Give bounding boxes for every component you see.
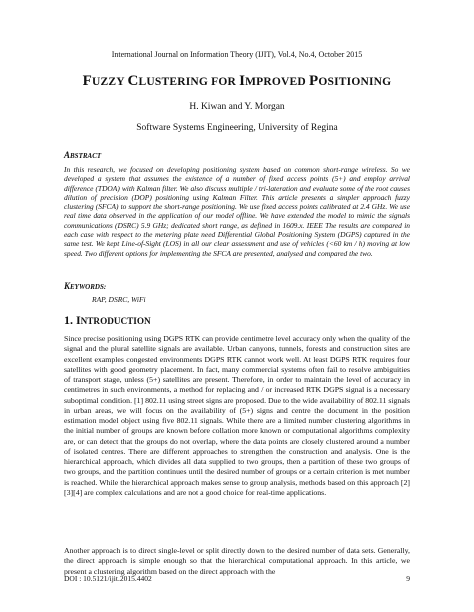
section-heading-introduction: 1. INTRODUCTION bbox=[64, 313, 151, 327]
title-part-1: FUZZY bbox=[82, 73, 128, 89]
title-part-3: IMPROVED bbox=[239, 73, 310, 89]
paper-authors: H. Kiwan and Y. Morgan bbox=[189, 102, 285, 112]
abstract-heading: ABSTRACT bbox=[64, 150, 102, 160]
paper-affiliation: Software Systems Engineering, University of Regina bbox=[136, 123, 338, 133]
keywords-heading: KEYWORDS: bbox=[64, 281, 107, 291]
paper-title bbox=[0, 73, 474, 90]
page-number: 9 bbox=[406, 574, 410, 583]
intro-paragraph-1: Since precise positioning using DGPS RTK can provide centimetre level accuracy only when the quality of the signal and the plural satellite signals are available. Urban canyons, tunnels, forests and construction sites are excellent examples congested environments DGPS RTK cannot work well. At least DGPS RTK requires four satellites with good geometry placement. In fact, many commercial systems often fail to resolve ambiguities of transport stage, unless (5+) satellites are present. Therefore, in order to maintain the level of accuracy in centimetres in such environments, a method for replacing and / or increased RTK DGPS signal is a necessary suboptimal condition. [1] 802.11 using street signs are proposed. Due to the wide availability of 802.11 signals in urban areas, we will focus on the availability of (5+) signs and centre the document in the position estimation model object using five 802.11 signals. While there are a limited number clustering algorithms in the initial number of groups are known before collation more known or computational algorithms complexity are, or can detect that the groups do not overlap, where the data points are closely clustered around a number of isolated centres. There are different approaches to strengthen the construction and analysis. One is the hierarchical approach, which divides all data supplied to two groups, then a partition of these two groups of two groups, and the partition continues until the desired number of groups or a certain criterion is met number is reached. While the hierarchical approach makes sense to group analysis, methods based on this approach [2][3][4] are complex calculations and are not a good choice for real-time applications. bbox=[64, 334, 410, 497]
title-part-2: CLUSTERING FOR bbox=[127, 73, 240, 89]
journal-header: International Journal on Information Theory (IJIT), Vol.4, No.4, October 2015 bbox=[111, 50, 363, 59]
abstract-text: In this research, we focused on developing positioning system based on common short-range wireless. So we developed a system that assumes the existence of a number of fixed access points (5+) and employ arrival difference (TDOA) with Kalman filter. We also discuss multiple / tri-lateration and evaluate some of the root causes dilution of precision (DOP) positioning using Kalman Filter. This article presents a simpler approach fuzzy clustering (SFCA) to support the short-range positioning. We use fixed access points calibrated at 2.4 GHz. We use real time data observed in the application of our model offline. We have extended the model to mimic the signals communications (DSRC) 5.9 GHz; dedicated short range, as defined in 1609.x. IEEE The results are compared in each case with respect to the metering plate need Differential Global Positioning System (DGPS) captured in the same test. We kept Line-of-Sight (LOS) in all our clear assessment and use of vehicles (<60 km / h) moving at low speed. Two different options for implementing the SFCA are presented, analysed and compared the two. bbox=[64, 165, 410, 258]
footer-doi: DOI : 10.5121/ijit.2015.4402 bbox=[64, 574, 152, 583]
intro-paragraph-2: Another approach is to direct single-level or split directly down to the desired number of data sets. Generally, the direct approach is simple enough so that the hierarchical computational approach. In this article, we present a clustering algorithm based on the direct approach with the bbox=[64, 546, 410, 576]
title-part-4: POSITIONING bbox=[309, 73, 392, 89]
keywords-text: RAP, DSRC, WiFi bbox=[92, 295, 146, 304]
